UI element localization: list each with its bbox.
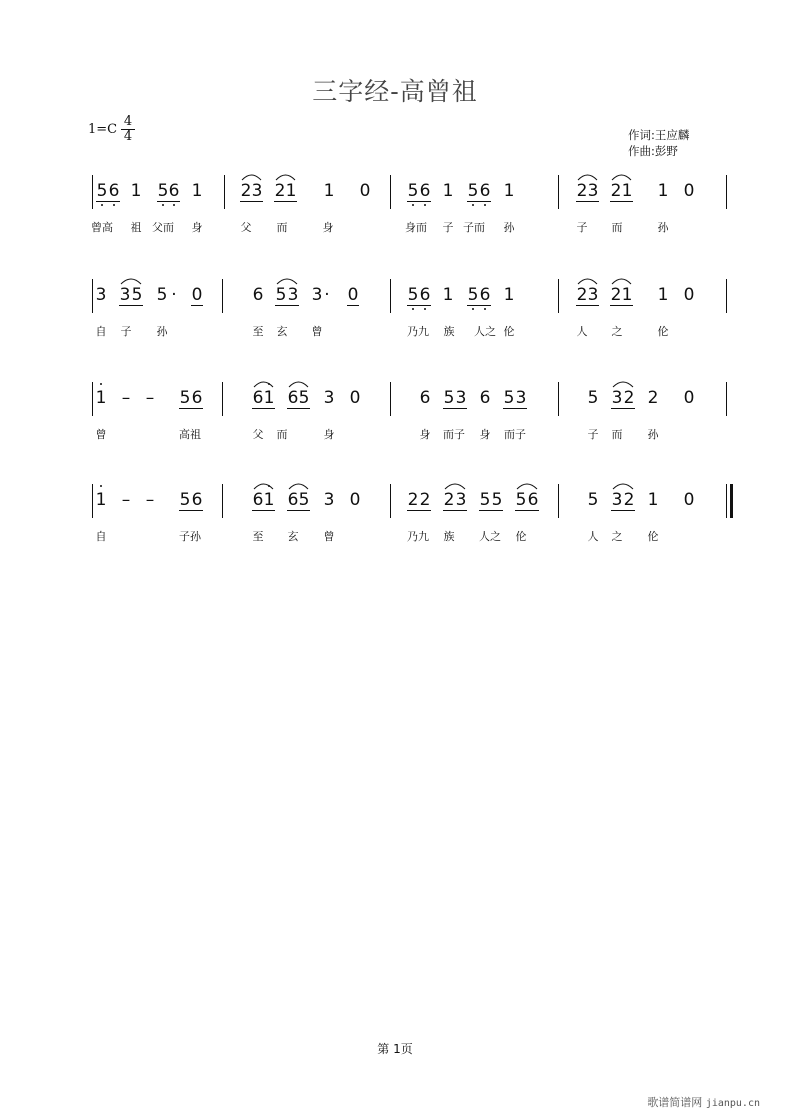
note: 0 <box>683 181 695 201</box>
note-underline <box>252 408 275 409</box>
note-underline <box>287 510 310 511</box>
note: 6 <box>419 181 431 201</box>
lyric: 孙 <box>156 325 168 338</box>
lyric: 而 <box>276 428 288 441</box>
note-underline <box>576 201 599 202</box>
note: 5 <box>275 285 287 305</box>
lyric: 高祖 <box>179 428 201 441</box>
bar-line <box>222 484 223 518</box>
note: 1 <box>95 388 107 408</box>
note: 6 <box>191 490 203 510</box>
watermark <box>647 1094 760 1110</box>
credits <box>628 127 689 159</box>
note: 0 <box>683 285 695 305</box>
note: 2 <box>610 181 622 201</box>
lyric: 身 <box>322 221 334 234</box>
lyric: 族 <box>443 325 455 338</box>
note-underline <box>611 510 635 511</box>
octave-dot-below <box>173 204 175 206</box>
lyric: 人之 <box>474 325 496 338</box>
note: 3 <box>119 285 131 305</box>
watermark-site-name: 歌谱简谱网 <box>647 1096 703 1109</box>
slur <box>516 482 538 490</box>
note: 5 <box>96 181 108 201</box>
note: 6 <box>287 388 299 408</box>
note-underline <box>240 201 263 202</box>
lyric: 子 <box>587 428 599 441</box>
slur <box>241 173 262 181</box>
note: 5 <box>179 388 191 408</box>
lyric: 身而 <box>405 221 427 234</box>
slur <box>288 380 309 388</box>
lyric: 之 <box>611 325 623 338</box>
note: 6 <box>479 285 491 305</box>
note: 0 <box>349 490 361 510</box>
lyric: 曾 <box>311 325 323 338</box>
bar-line <box>558 175 559 209</box>
bar-line <box>92 484 93 518</box>
note: 5 <box>479 490 491 510</box>
note: 3 <box>455 490 467 510</box>
note: 5 <box>587 490 599 510</box>
note: 3 <box>287 285 299 305</box>
final-bar-line <box>730 484 733 518</box>
note: 1 <box>442 181 454 201</box>
note: · <box>171 285 177 305</box>
note: 5 <box>131 285 143 305</box>
lyric: 而子 <box>504 428 526 441</box>
note: 3 <box>95 285 107 305</box>
slur <box>253 482 274 490</box>
octave-dot-below <box>113 204 115 206</box>
note: 5 <box>407 285 419 305</box>
lyric: 孙 <box>503 221 515 234</box>
note-underline <box>407 510 431 511</box>
lyric: 曾高 <box>91 221 113 234</box>
note: 3 <box>455 388 467 408</box>
note-underline <box>347 305 359 306</box>
lyric: 人 <box>587 530 599 543</box>
note-underline <box>179 408 203 409</box>
note: 3 <box>311 285 323 305</box>
note-underline <box>407 201 431 202</box>
bar-line <box>558 279 559 313</box>
note-underline <box>191 305 203 306</box>
lyric: 父 <box>252 428 264 441</box>
slur <box>253 380 274 388</box>
slur <box>276 277 298 285</box>
lyric: 子 <box>120 325 132 338</box>
note-underline <box>467 305 491 306</box>
note: 1 <box>442 285 454 305</box>
note-underline <box>443 408 467 409</box>
slur <box>275 173 296 181</box>
note: 1 <box>621 285 633 305</box>
note: 2 <box>419 490 431 510</box>
note: 1 <box>95 490 107 510</box>
bar-line <box>558 484 559 518</box>
slur <box>612 380 634 388</box>
note: 5 <box>467 285 479 305</box>
note: – <box>121 490 131 510</box>
page-number: 第 1页 <box>377 1042 413 1056</box>
octave-dot-below <box>472 308 474 310</box>
lyric: 族 <box>443 530 455 543</box>
note: 2 <box>623 388 635 408</box>
note: 6 <box>419 388 431 408</box>
lyric: 伦 <box>657 325 669 338</box>
note-underline <box>157 201 180 202</box>
note: 1 <box>657 181 669 201</box>
bar-line <box>224 175 225 209</box>
lyric: 子 <box>576 221 588 234</box>
note: 1 <box>657 285 669 305</box>
note-underline <box>576 305 599 306</box>
lyric: 子 <box>442 221 454 234</box>
lyric: 身 <box>323 428 335 441</box>
note: 2 <box>407 490 419 510</box>
note: 2 <box>610 285 622 305</box>
note-underline <box>407 305 431 306</box>
octave-dot-above <box>100 485 102 487</box>
note-underline <box>443 510 467 511</box>
note: 2 <box>443 490 455 510</box>
note-underline <box>287 408 310 409</box>
note-underline <box>611 408 635 409</box>
bar-line <box>390 279 391 313</box>
note: 0 <box>347 285 359 305</box>
lyric: 乃九 <box>407 530 429 543</box>
time-signature-numerator: 4 <box>123 114 133 129</box>
bar-line <box>390 484 391 518</box>
octave-dot-below <box>412 308 414 310</box>
bar-line <box>726 484 727 518</box>
octave-dot-below <box>484 308 486 310</box>
time-signature-denominator: 4 <box>123 129 133 144</box>
lyric: 父而 <box>152 221 174 234</box>
note: 6 <box>191 388 203 408</box>
lyric: 人之 <box>479 530 501 543</box>
note: 5 <box>467 181 479 201</box>
note: 5 <box>157 181 169 201</box>
lyric: 玄 <box>276 325 288 338</box>
note: 5 <box>298 490 310 510</box>
lyric: 伦 <box>647 530 659 543</box>
note: 5 <box>491 490 503 510</box>
note: 3 <box>251 181 263 201</box>
lyric: 身 <box>191 221 203 234</box>
octave-dot-below <box>484 204 486 206</box>
page-title: 三字经-高曾祖 <box>312 77 478 106</box>
lyric: 曾 <box>323 530 335 543</box>
note: 1 <box>323 181 335 201</box>
lyric: 孙 <box>657 221 669 234</box>
note: · <box>324 285 330 305</box>
note: 6 <box>108 181 120 201</box>
note: 0 <box>359 181 371 201</box>
slur <box>611 277 632 285</box>
lyric: 而 <box>611 221 623 234</box>
lyric: 而子 <box>443 428 465 441</box>
octave-dot-above <box>100 383 102 385</box>
note: 3 <box>323 490 335 510</box>
note: 1 <box>130 181 142 201</box>
note: 5 <box>503 388 515 408</box>
lyric: 而 <box>276 221 288 234</box>
note: 1 <box>263 388 275 408</box>
bar-line <box>726 382 727 416</box>
note: 2 <box>576 285 588 305</box>
lyric: 子而 <box>463 221 485 234</box>
note: 6 <box>479 181 491 201</box>
octave-dot-below <box>412 204 414 206</box>
note: 6 <box>527 490 539 510</box>
note: 1 <box>621 181 633 201</box>
note: 5 <box>179 490 191 510</box>
bar-line <box>222 279 223 313</box>
note: 2 <box>576 181 588 201</box>
lyricist-credit: 作词:王应麟 <box>628 128 690 142</box>
note: 5 <box>298 388 310 408</box>
bar-line <box>222 382 223 416</box>
bar-line <box>726 279 727 313</box>
octave-dot-below <box>424 308 426 310</box>
lyric: 自 <box>95 530 107 543</box>
note: 6 <box>479 388 491 408</box>
watermark-url: jianpu.cn <box>705 1098 760 1109</box>
slur <box>577 277 598 285</box>
note-underline <box>274 201 297 202</box>
lyric: 人 <box>576 325 588 338</box>
note: 2 <box>623 490 635 510</box>
slur <box>444 482 466 490</box>
note: 6 <box>168 181 180 201</box>
key-signature: 1=C <box>88 122 118 137</box>
note: 1 <box>285 181 297 201</box>
note-underline <box>503 408 527 409</box>
note-underline <box>610 305 633 306</box>
lyric: 孙 <box>647 428 659 441</box>
note: 1 <box>263 490 275 510</box>
lyric: 自 <box>95 325 107 338</box>
lyric: 父 <box>240 221 252 234</box>
note: 5 <box>443 388 455 408</box>
note-underline <box>275 305 299 306</box>
note-underline <box>179 510 203 511</box>
lyric: 曾 <box>95 428 107 441</box>
note: 3 <box>515 388 527 408</box>
lyric: 伦 <box>503 325 515 338</box>
note: – <box>121 388 131 408</box>
bar-line <box>726 175 727 209</box>
note: 6 <box>419 285 431 305</box>
octave-dot-below <box>162 204 164 206</box>
note: 3 <box>611 490 623 510</box>
note: – <box>145 388 155 408</box>
note-underline <box>252 510 275 511</box>
slur <box>288 482 309 490</box>
lyric: 乃九 <box>407 325 429 338</box>
note: 2 <box>240 181 252 201</box>
octave-dot-below <box>424 204 426 206</box>
bar-line <box>558 382 559 416</box>
slur <box>612 482 634 490</box>
note: 6 <box>252 388 264 408</box>
lyric: 身 <box>479 428 491 441</box>
bar-line <box>92 175 93 209</box>
note-underline <box>96 201 120 202</box>
note: 3 <box>587 285 599 305</box>
composer-credit: 作曲:彭野 <box>628 144 678 158</box>
slur <box>577 173 598 181</box>
note: 5 <box>407 181 419 201</box>
note: – <box>145 490 155 510</box>
note: 1 <box>191 181 203 201</box>
note: 6 <box>252 285 264 305</box>
note: 1 <box>503 181 515 201</box>
lyric: 身 <box>419 428 431 441</box>
note-underline <box>479 510 503 511</box>
note-underline <box>610 201 633 202</box>
note: 3 <box>323 388 335 408</box>
note: 3 <box>587 181 599 201</box>
note: 2 <box>274 181 286 201</box>
bar-line <box>390 175 391 209</box>
lyric: 玄 <box>287 530 299 543</box>
note-underline <box>119 305 143 306</box>
bar-line <box>92 382 93 416</box>
note: 0 <box>191 285 203 305</box>
note: 0 <box>683 388 695 408</box>
note: 3 <box>611 388 623 408</box>
lyric: 而 <box>611 428 623 441</box>
note: 5 <box>156 285 168 305</box>
slur <box>120 277 142 285</box>
bar-line <box>390 382 391 416</box>
octave-dot-below <box>101 204 103 206</box>
lyric: 祖 <box>130 221 142 234</box>
note: 0 <box>683 490 695 510</box>
lyric: 伦 <box>515 530 527 543</box>
note: 1 <box>503 285 515 305</box>
note: 6 <box>287 490 299 510</box>
lyric: 至 <box>252 325 264 338</box>
slur <box>611 173 632 181</box>
note: 6 <box>252 490 264 510</box>
note: 5 <box>515 490 527 510</box>
note-underline <box>467 201 491 202</box>
bar-line <box>92 279 93 313</box>
lyric: 子孙 <box>179 530 201 543</box>
note: 0 <box>349 388 361 408</box>
lyric: 之 <box>611 530 623 543</box>
note: 1 <box>647 490 659 510</box>
note: 5 <box>587 388 599 408</box>
note: 2 <box>647 388 659 408</box>
note-underline <box>515 510 539 511</box>
octave-dot-below <box>472 204 474 206</box>
lyric: 至 <box>252 530 264 543</box>
